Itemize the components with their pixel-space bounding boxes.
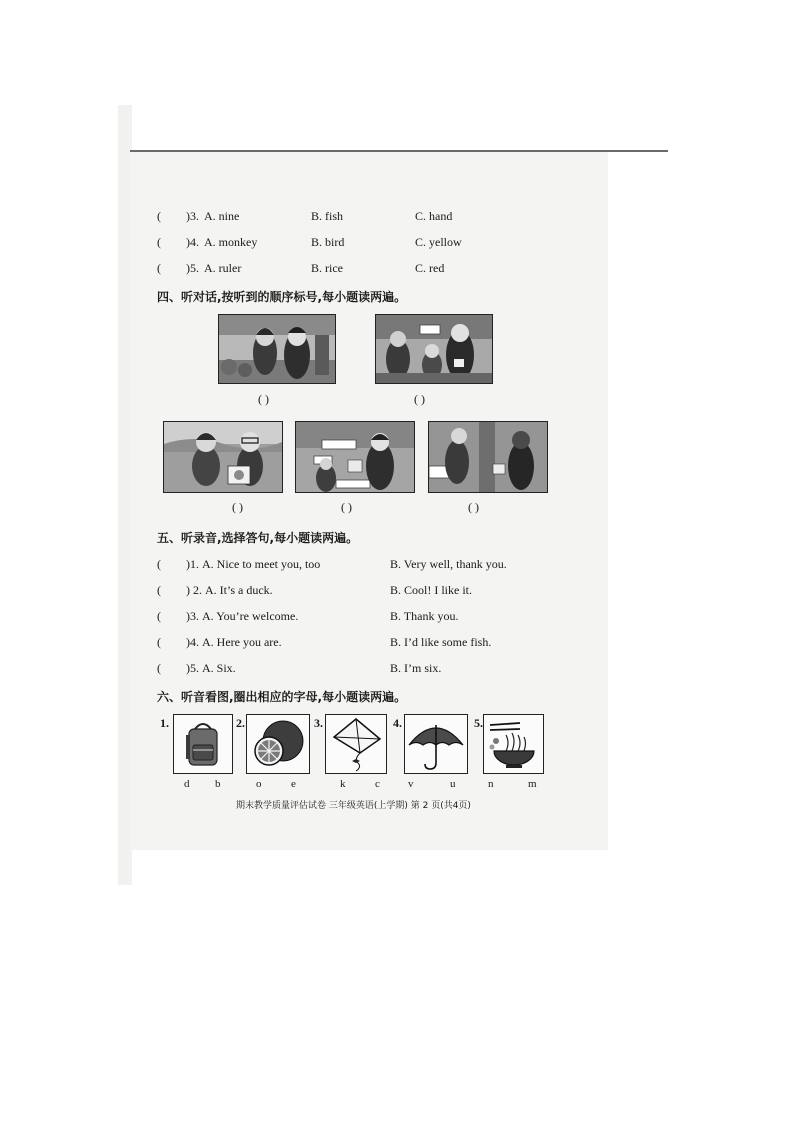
answer-paren[interactable]: ( — [157, 235, 161, 249]
letter-option[interactable]: d — [184, 778, 190, 790]
option-a: A. Here you are. — [202, 635, 282, 649]
option-b: B. Cool! I like it. — [390, 583, 472, 597]
letter-option[interactable]: u — [450, 778, 456, 790]
order-blank-4[interactable]: ( ) — [341, 500, 352, 514]
page-footer: 期末教学质量评估试卷 三年级英语(上学期) 第 2 页(共4页) — [236, 801, 471, 811]
section6-title: 六、听音看图,圈出相应的字母,每小题读两遍。 — [157, 690, 407, 704]
option-b: B. Very well, thank you. — [390, 557, 507, 571]
option-b: B. Thank you. — [390, 609, 459, 623]
question-number: )5. — [186, 261, 199, 275]
dialogue-picture-4 — [295, 421, 415, 493]
item-number: 3. — [314, 716, 323, 730]
question-number: )5. — [186, 661, 199, 675]
question-number: )1. — [186, 557, 199, 571]
answer-paren[interactable]: ( — [157, 583, 161, 597]
question-number: )3. — [186, 609, 199, 623]
answer-paren[interactable]: ( — [157, 635, 161, 649]
question-number: )4. — [186, 235, 199, 249]
option-a: A. nine — [204, 209, 240, 223]
backpack-icon — [174, 715, 232, 773]
dialogue-picture-3 — [163, 421, 283, 493]
question-number: ) 2. — [186, 583, 202, 597]
order-blank-1[interactable]: ( ) — [258, 392, 269, 406]
picture-box-3 — [325, 714, 387, 774]
answer-paren[interactable]: ( — [157, 661, 161, 675]
order-blank-2[interactable]: ( ) — [414, 392, 425, 406]
answer-paren[interactable]: ( — [157, 261, 161, 275]
orange-icon — [247, 715, 309, 773]
question-number: )3. — [186, 209, 199, 223]
item-number: 1. — [160, 716, 169, 730]
letter-option[interactable]: b — [215, 778, 221, 790]
option-a: A. Six. — [202, 661, 236, 675]
page-top-edge — [130, 150, 668, 152]
answer-paren[interactable]: ( — [157, 209, 161, 223]
picture-box-1 — [173, 714, 233, 774]
dialogue-picture-2 — [375, 314, 493, 384]
option-c: C. hand — [415, 209, 453, 223]
kite-icon — [326, 715, 386, 773]
picture-box-2 — [246, 714, 310, 774]
letter-option[interactable]: e — [291, 778, 296, 790]
item-number: 4. — [393, 716, 402, 730]
dialogue-picture-1 — [218, 314, 336, 384]
option-b: B. I’d like some fish. — [390, 635, 492, 649]
question-number: )4. — [186, 635, 199, 649]
picture-box-4 — [404, 714, 468, 774]
answer-paren[interactable]: ( — [157, 609, 161, 623]
letter-option[interactable]: n — [488, 778, 494, 790]
option-c: C. red — [415, 261, 445, 275]
noodles-icon — [484, 715, 543, 773]
section4-title: 四、听对话,按听到的顺序标号,每小题读两遍。 — [157, 290, 407, 304]
option-c: C. yellow — [415, 235, 462, 249]
letter-option[interactable]: m — [528, 778, 537, 790]
option-b: B. fish — [311, 209, 344, 223]
item-number: 2. — [236, 716, 245, 730]
option-a: A. You’re welcome. — [202, 609, 299, 623]
letter-option[interactable]: c — [375, 778, 380, 790]
item-number: 5. — [474, 716, 483, 730]
order-blank-5[interactable]: ( ) — [468, 500, 479, 514]
letter-option[interactable]: k — [340, 778, 346, 790]
option-b: B. rice — [311, 261, 343, 275]
dialogue-picture-5 — [428, 421, 548, 493]
option-a: A. monkey — [204, 235, 258, 249]
section5-title: 五、听录音,选择答句,每小题读两遍。 — [157, 531, 359, 545]
picture-box-5 — [483, 714, 544, 774]
letter-option[interactable]: o — [256, 778, 262, 790]
option-b: B. I’m six. — [390, 661, 442, 675]
option-a: A. ruler — [204, 261, 242, 275]
umbrella-icon — [405, 715, 467, 773]
answer-paren[interactable]: ( — [157, 557, 161, 571]
order-blank-3[interactable]: ( ) — [232, 500, 243, 514]
letter-option[interactable]: v — [408, 778, 414, 790]
option-a: A. Nice to meet you, too — [202, 557, 321, 571]
option-b: B. bird — [311, 235, 345, 249]
option-a: A. It’s a duck. — [205, 583, 273, 597]
